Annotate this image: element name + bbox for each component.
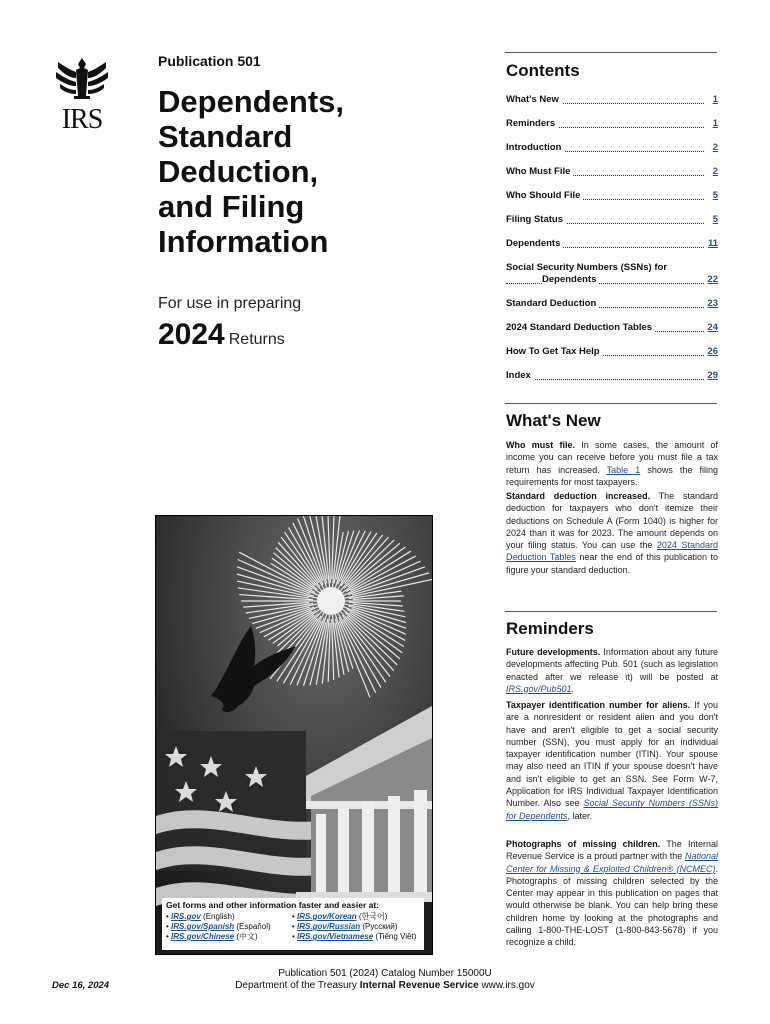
reminders-heading: Reminders bbox=[506, 619, 594, 638]
whats-new-paragraph-1 bbox=[506, 439, 718, 488]
contents-heading: Contents bbox=[506, 61, 580, 80]
publication-label: Publication 501 bbox=[158, 53, 261, 69]
forms-link-item: • IRS.gov/Chinese (中文) bbox=[166, 932, 258, 941]
page-title bbox=[158, 84, 458, 259]
toc-page-link[interactable]: 5 bbox=[710, 190, 718, 202]
toc-page-link[interactable]: 1 bbox=[710, 94, 718, 106]
reminders-paragraph-2 bbox=[506, 699, 718, 822]
link-note: (Tiếng Việt) bbox=[375, 932, 417, 941]
paragraph-lead: Standard deduction increased. bbox=[506, 491, 651, 501]
cover-photo bbox=[155, 515, 433, 955]
link-note: (English) bbox=[203, 912, 235, 921]
irs-eagle-logo-icon bbox=[52, 56, 112, 100]
link-note: (Español) bbox=[236, 922, 271, 931]
paragraph-lead: Who must file. bbox=[506, 440, 575, 450]
forms-info-box bbox=[162, 898, 424, 950]
paragraph-text: The standard deduction for taxpayers who don't itemize their deductions on Schedule A (Form 1040) is higher for 2024 than it was for 2023. The amount depends on your filing status. You can use the bbox=[506, 491, 718, 551]
whats-new-heading: What's New bbox=[506, 411, 601, 430]
forms-link-item: • IRS.gov (English) bbox=[166, 912, 235, 921]
forms-links-left bbox=[166, 912, 271, 942]
toc-page-link[interactable]: 29 bbox=[704, 370, 718, 382]
toc-label: Social Security Numbers (SSNs) for bbox=[506, 262, 670, 273]
forms-link-item: • IRS.gov/Spanish (Español) bbox=[166, 922, 271, 931]
whats-new-rule bbox=[505, 403, 717, 404]
toc-label: What's New bbox=[506, 94, 562, 105]
forms-link-item: • IRS.gov/Korean (한국어) bbox=[292, 912, 388, 921]
toc-label: Who Should File bbox=[506, 190, 583, 201]
forms-links-right bbox=[292, 912, 416, 942]
irs-gov-chinese-link[interactable]: IRS.gov/Chinese bbox=[171, 932, 235, 941]
department-name: Department of the Treasury bbox=[235, 980, 357, 991]
toc-page-link[interactable]: 2 bbox=[710, 142, 718, 154]
toc-label: 2024 Standard Deduction Tables bbox=[506, 322, 655, 333]
paragraph-text: If you are a nonresident or resident alien and you don't have and aren't eligible to get a social security number (SSN), you must apply for an individual taxpayer identification number (ITIN). Your spouse may also need an ITIN if your spouse doesn't have and isn't eligible to get an SSN. See Form W-7, Application for IRS Individual Taxpayer Identification Number. Also see bbox=[506, 700, 719, 809]
toc-page-link[interactable]: 24 bbox=[704, 322, 718, 334]
revision-date: Dec 16, 2024 bbox=[52, 980, 110, 991]
toc-label: Standard Deduction bbox=[506, 298, 599, 309]
ssn-dependents-link[interactable]: Social Security Numbers (SSNs) for Dependents bbox=[506, 798, 718, 821]
link-note: (한국어) bbox=[358, 912, 388, 921]
reminders-paragraph-3 bbox=[506, 838, 718, 949]
toc-item-reminders[interactable] bbox=[506, 118, 718, 130]
toc-label: Dependents bbox=[506, 238, 563, 249]
reminders-rule bbox=[505, 611, 717, 612]
irs-gov-spanish-link[interactable]: IRS.gov/Spanish bbox=[171, 922, 235, 931]
returns-year bbox=[158, 318, 285, 352]
irs-logo-text: IRS bbox=[61, 104, 103, 135]
ncmec-link[interactable]: National Center for Missing & Exploited Children® (NCMEC) bbox=[506, 851, 718, 874]
irs-gov-vietnamese-link[interactable]: IRS.gov/Vietnamese bbox=[297, 932, 374, 941]
paragraph-lead: Future developments. bbox=[506, 647, 601, 657]
table-1-link[interactable]: Table 1 bbox=[606, 464, 641, 475]
irs-gov-russian-link[interactable]: IRS.gov/Russian bbox=[297, 922, 361, 931]
title-line: and Filing bbox=[158, 189, 305, 224]
irs-logo bbox=[52, 56, 112, 133]
agency-name: Internal Revenue Service bbox=[359, 980, 479, 991]
fireworks-capitol-illustration bbox=[156, 516, 432, 954]
department-line bbox=[0, 980, 770, 991]
toc-item-whats-new[interactable] bbox=[506, 94, 718, 106]
paragraph-text: shows the filing requirements for most taxpayers. bbox=[506, 464, 718, 487]
toc-page-link[interactable]: 1 bbox=[710, 118, 718, 130]
title-line: Dependents, bbox=[158, 84, 345, 119]
paragraph-text: , later. bbox=[567, 810, 593, 821]
toc-item-tax-help[interactable] bbox=[506, 346, 718, 358]
toc-page-link[interactable]: 5 bbox=[710, 214, 718, 226]
toc-label: Who Must File bbox=[506, 166, 573, 177]
toc-item-introduction[interactable] bbox=[506, 142, 718, 154]
whats-new-paragraph-2 bbox=[506, 490, 718, 576]
toc-page-link[interactable]: 23 bbox=[704, 298, 718, 310]
paragraph-text: Information about any future developments affecting Pub. 501 (such as legislation enacted after we release it) will be posted at bbox=[506, 647, 718, 682]
irs-gov-korean-link[interactable]: IRS.gov/Korean bbox=[297, 912, 357, 921]
returns-label: Returns bbox=[228, 331, 285, 348]
toc-page-link[interactable]: 26 bbox=[704, 346, 718, 358]
toc-label: How To Get Tax Help bbox=[506, 346, 603, 357]
paragraph-lead: Photographs of missing children. bbox=[506, 839, 661, 849]
pub501-link[interactable]: IRS.gov/Pub501 bbox=[506, 683, 572, 694]
for-use-text: For use in preparing bbox=[158, 295, 302, 312]
toc-label-continued: Dependents bbox=[542, 274, 599, 285]
paragraph-text: near the end of this publication to figure your standard deduction. bbox=[506, 552, 718, 575]
paragraph-lead: Taxpayer identification number for aliens. bbox=[506, 700, 691, 710]
toc-page-link[interactable]: 2 bbox=[710, 166, 718, 178]
deduction-tables-link[interactable]: 2024 Standard Deduction Tables bbox=[506, 540, 718, 563]
link-note: (Pусский) bbox=[362, 922, 398, 931]
catalog-line: Publication 501 (2024) Catalog Number 15000U bbox=[278, 968, 492, 979]
year: 2024 bbox=[158, 318, 225, 351]
toc-item-dependents[interactable] bbox=[506, 238, 718, 250]
toc-page-link[interactable]: 11 bbox=[705, 238, 718, 250]
forms-link-item: • IRS.gov/Russian (Pусский) bbox=[292, 922, 398, 931]
paragraph-text: In some cases, the amount of income you can receive before you must file a tax return has increased. bbox=[506, 440, 718, 475]
forms-link-item: • IRS.gov/Vietnamese (Tiếng Việt) bbox=[292, 932, 417, 941]
toc-label: Introduction bbox=[506, 142, 564, 153]
toc-label: Reminders bbox=[506, 118, 558, 129]
toc-item-ssns[interactable] bbox=[506, 262, 718, 286]
toc-item-index[interactable] bbox=[506, 370, 718, 382]
contents-rule bbox=[505, 52, 717, 53]
toc-page-link[interactable]: 22 bbox=[704, 274, 718, 286]
link-note: (中文) bbox=[236, 932, 258, 941]
paragraph-text: . bbox=[571, 683, 575, 694]
title-line: Information bbox=[158, 224, 329, 259]
website-link[interactable]: www.irs.gov bbox=[481, 980, 535, 991]
paragraph-text: The Internal Revenue Service is a proud partner with the bbox=[506, 839, 718, 862]
irs-gov-link[interactable]: IRS.gov bbox=[171, 912, 201, 921]
reminders-paragraph-1 bbox=[506, 646, 718, 695]
forms-info-header: Get forms and other information faster and easier at: bbox=[166, 900, 380, 910]
toc-item-who-must-file[interactable] bbox=[506, 166, 718, 178]
paragraph-text: . Photographs of missing children selected by the Center may appear in this publication on pages that would otherwise be blank. You can help bring these children home by looking at the photographs and calling 1-800-THE-LOST (1-800-843-5678) if you recognize a child. bbox=[506, 863, 718, 948]
toc-label: Filing Status bbox=[506, 214, 566, 225]
toc-item-standard-deduction[interactable] bbox=[506, 298, 718, 310]
title-line: Deduction, bbox=[158, 154, 319, 189]
title-line: Standard bbox=[158, 119, 293, 154]
toc-label: Index bbox=[506, 370, 534, 381]
toc-item-who-should-file[interactable] bbox=[506, 190, 718, 202]
toc-item-deduction-tables[interactable] bbox=[506, 322, 718, 334]
toc-item-filing-status[interactable] bbox=[506, 214, 718, 226]
